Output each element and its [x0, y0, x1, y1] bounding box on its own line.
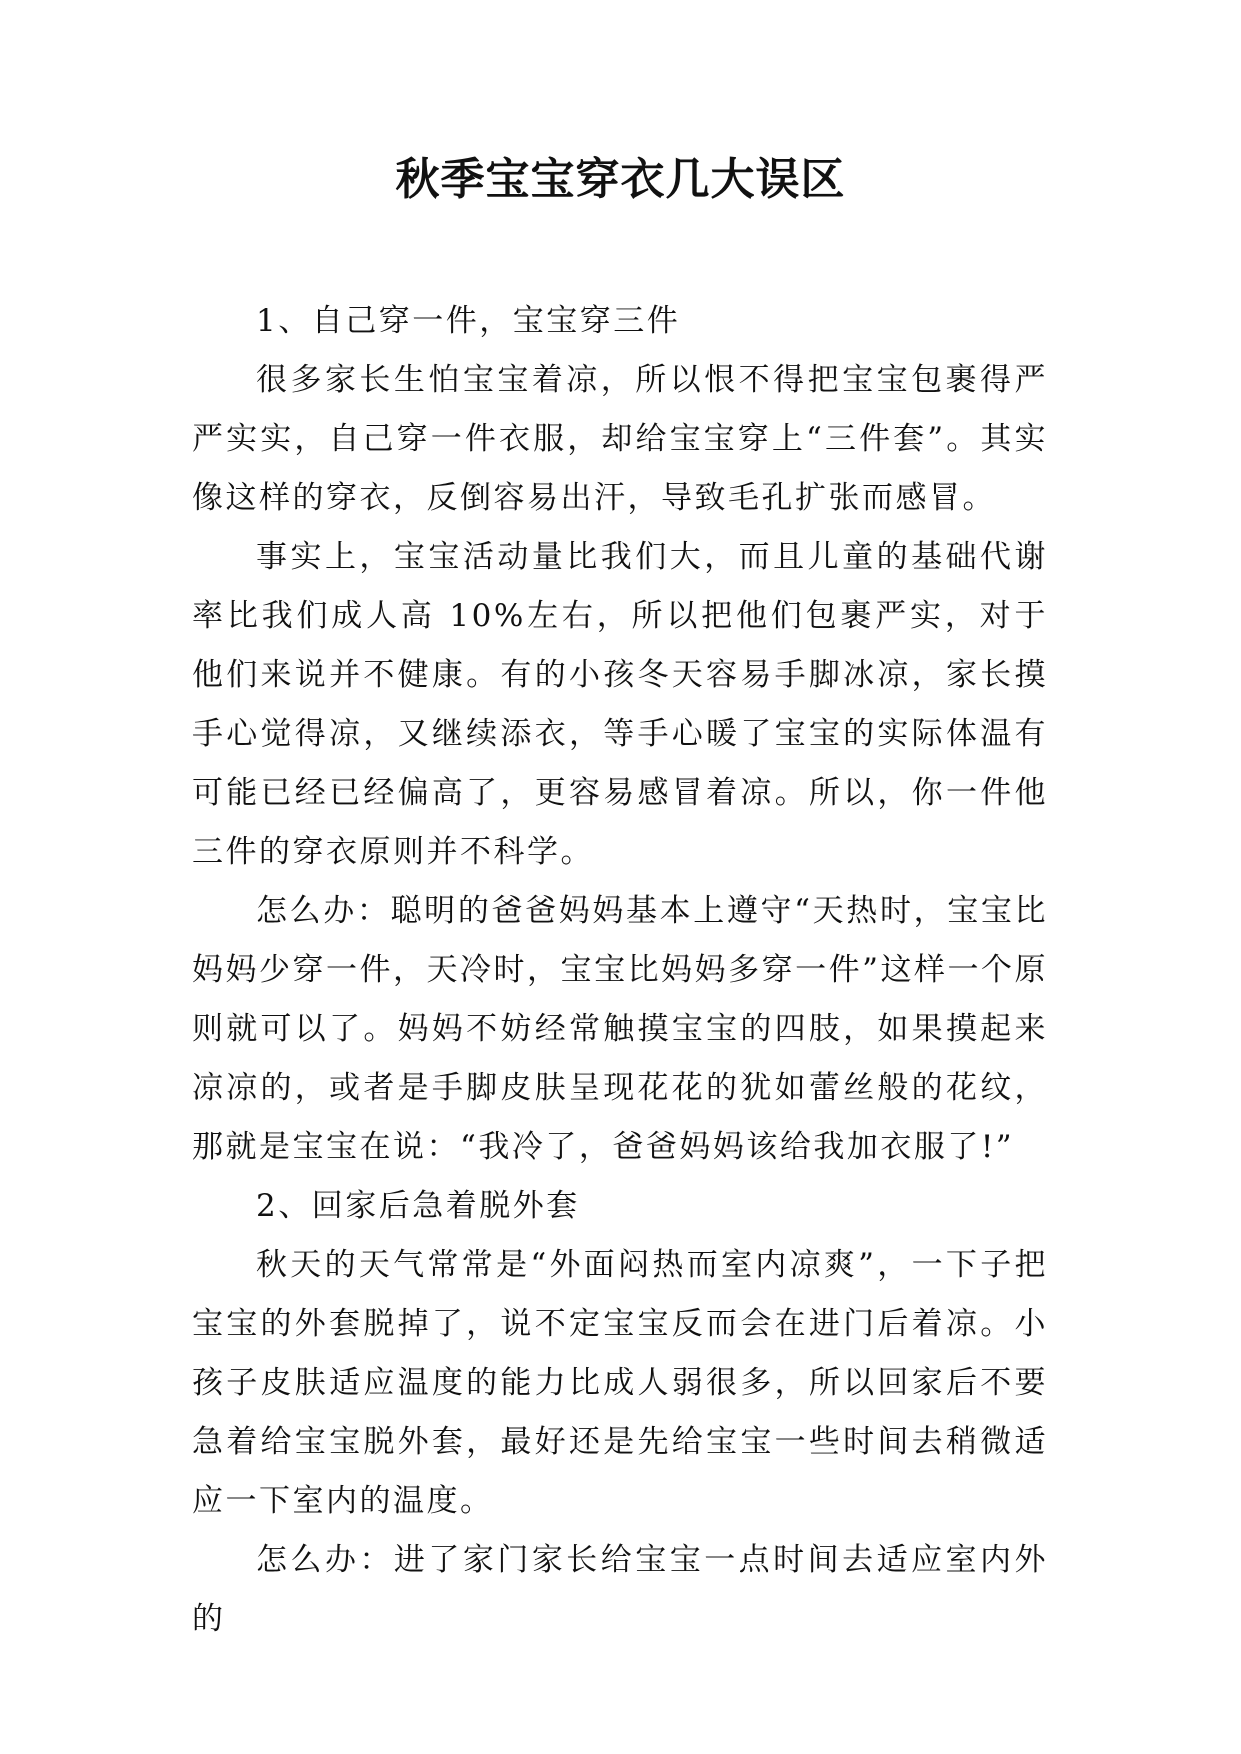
section-1-paragraph-3: 怎么办：聪明的爸爸妈妈基本上遵守“天热时，宝宝比妈妈少穿一件，天冷时，宝宝比妈妈多穿一件”这样一个原则就可以了。妈妈不妨经常触摸宝宝的四肢，如果摸起来凉凉的，或者是手脚皮肤呈现花花的犹如蕾丝般的花纹，那就是宝宝在说：“我冷了，爸爸妈妈该给我加衣服了!” — [192, 893, 1048, 1165]
section-2-paragraph-1: 秋天的天气常常是“外面闷热而室内凉爽”，一下子把宝宝的外套脱掉了，说不定宝宝反而会在进门后着凉。小孩子皮肤适应温度的能力比成人弱很多，所以回家后不要急着给宝宝脱外套，最好还是先给宝宝一些时间去稍微适应一下室内的温度。 — [192, 1247, 1048, 1519]
section-heading-1: 1、自己穿一件，宝宝穿三件 — [256, 303, 681, 339]
document-title: 秋季宝宝穿衣几大误区 — [395, 154, 846, 205]
document-body — [192, 292, 1048, 1649]
section-1-paragraph-1: 很多家长生怕宝宝着凉，所以恨不得把宝宝包裹得严严实实，自己穿一件衣服，却给宝宝穿上“三件套”。其实像这样的穿衣，反倒容易出汗，导致毛孔扩张而感冒。 — [192, 362, 1048, 516]
section-1-paragraph-2: 事实上，宝宝活动量比我们大，而且儿童的基础代谢率比我们成人高 10%左右，所以把他们包裹严实，对于他们来说并不健康。有的小孩冬天容易手脚冰凉，家长摸手心觉得凉，又继续添衣，等手心暖了宝宝的实际体温有可能已经已经偏高了，更容易感冒着凉。所以，你一件他三件的穿衣原则并不科学。 — [192, 539, 1048, 870]
section-2-paragraph-2: 怎么办：进了家门家长给宝宝一点时间去适应室内外的 — [192, 1542, 1048, 1637]
section-heading-2: 2、回家后急着脱外套 — [256, 1188, 580, 1224]
